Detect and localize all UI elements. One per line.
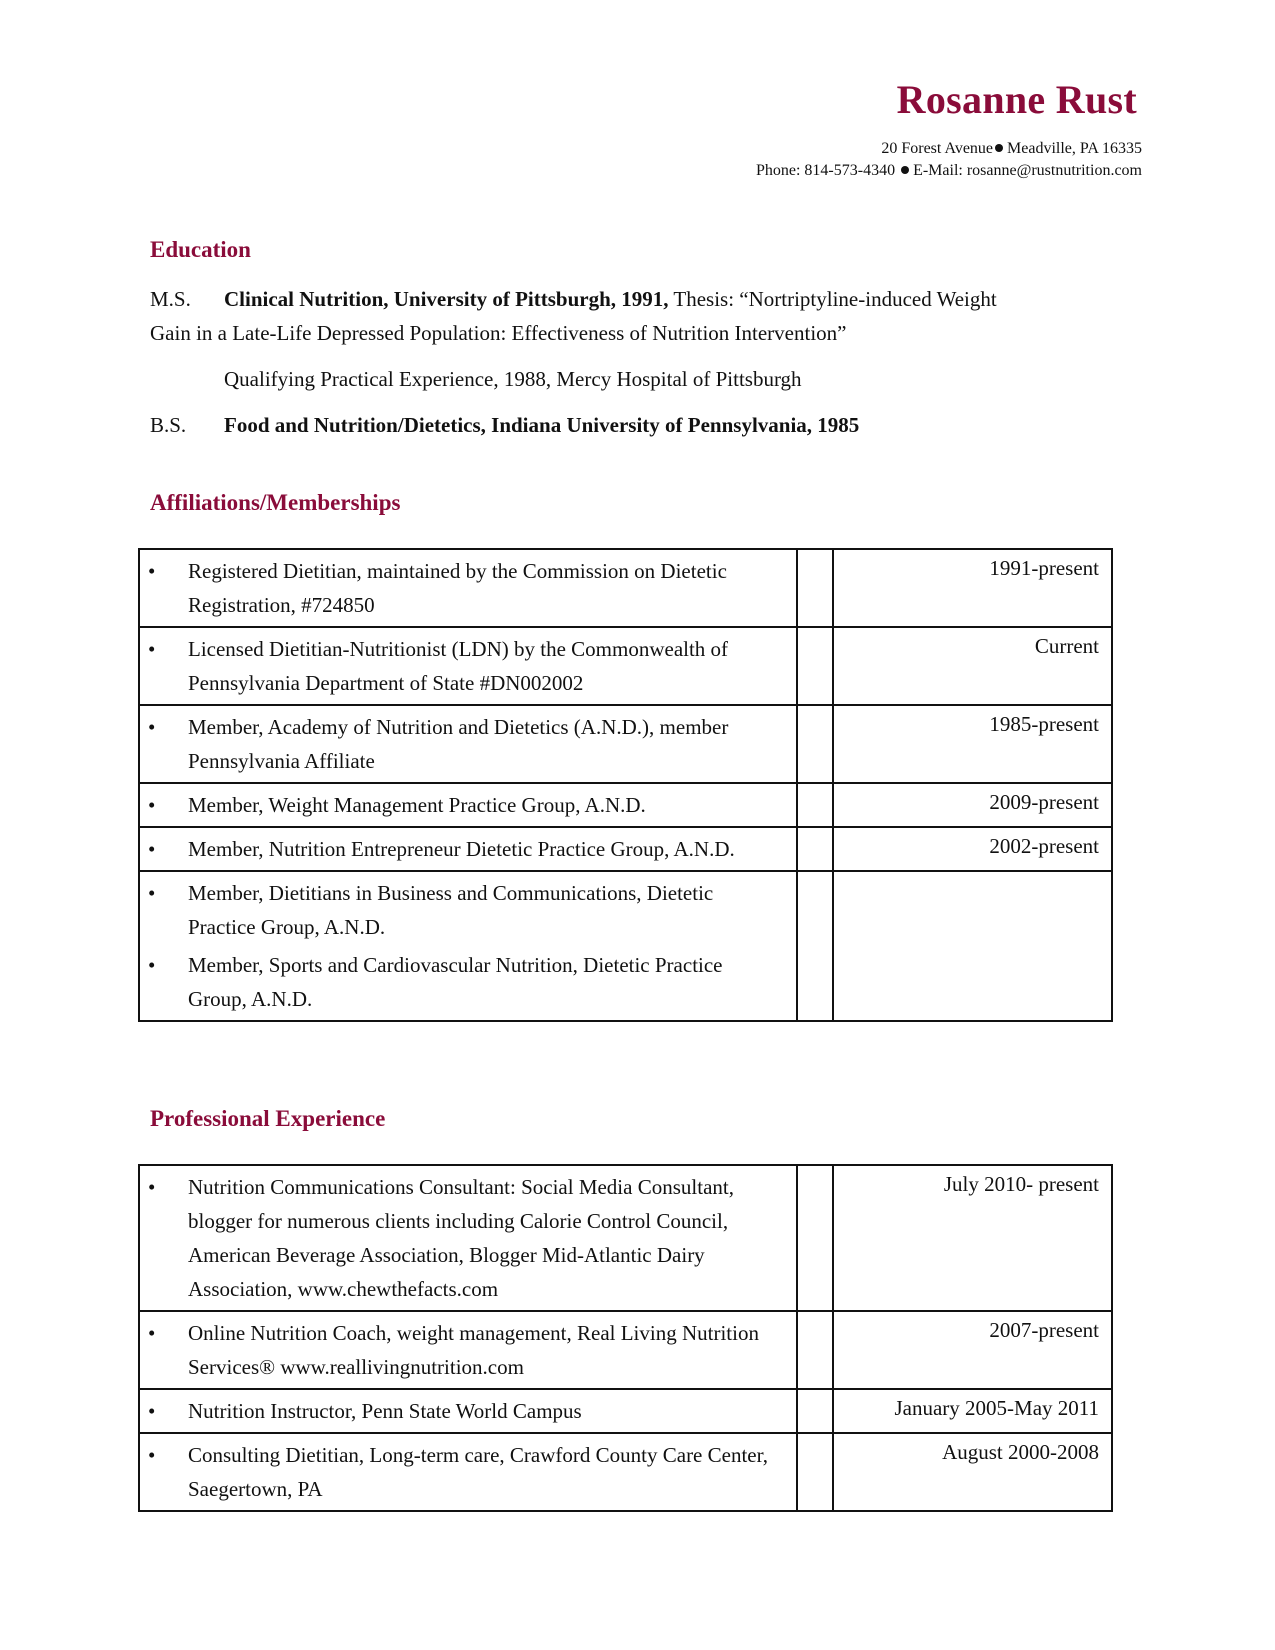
practical-experience: Qualifying Practical Experience, 1988, Mercy Hospital of Pittsburgh [224,367,802,391]
affiliations-table [138,548,1113,1022]
date-cell: Current [833,627,1112,705]
entry-cell [139,627,797,705]
spacer-cell [797,627,833,705]
entry-cell [139,1165,797,1311]
entry-cell [139,1311,797,1389]
spacer-cell [797,783,833,827]
bullet-dot-icon [995,144,1003,152]
list-item-text: Licensed Dietitian-Nutritionist (LDN) by the Commonwealth of Pennsylvania Department of State #DN002002 [188,637,729,695]
spacer-cell [797,1165,833,1311]
bullet-icon: • [148,1175,156,1199]
table-row [139,783,1112,827]
spacer-cell [797,827,833,871]
bullet-icon: • [148,793,156,817]
list-item [140,1170,796,1306]
table-row [139,827,1112,871]
spacer-cell [797,705,833,783]
list-item-text: Member, Weight Management Practice Group, A.N.D. [188,793,646,817]
table-row [139,1389,1112,1433]
list-item [140,710,796,778]
date-cell: August 2000-2008 [833,1433,1112,1511]
table-row [139,1433,1112,1511]
list-item-text: Consulting Dietitian, Long-term care, Crawford County Care Center, Saegertown, PA [188,1443,769,1501]
table-row [139,705,1112,783]
list-item-text: Member, Sports and Cardiovascular Nutrition, Dietetic Practice Group, A.N.D. [188,953,723,1011]
list-item [140,554,796,622]
date-cell: 1991-present [833,549,1112,627]
experience-heading: Professional Experience [150,1106,386,1131]
date-cell [833,871,1112,1021]
phone: Phone: 814-573-4340 [755,162,896,179]
table-row [139,627,1112,705]
bullet-icon: • [148,1321,156,1345]
bullet-icon: • [148,637,156,661]
entry-cell [139,1433,797,1511]
date-cell: January 2005-May 2011 [833,1389,1112,1433]
entry-cell [139,783,797,827]
street-address: 20 Forest Avenue [881,140,994,157]
bullet-icon: • [148,559,156,583]
entry-cell [139,705,797,783]
affiliations-heading: Affiliations/Memberships [150,490,401,515]
date-cell: 2007-present [833,1311,1112,1389]
city-state-zip: Meadville, PA 16335 [1007,140,1142,157]
list-item [140,632,796,700]
bullet-icon: • [148,1399,156,1423]
contact-line [756,162,1142,180]
ms-degree: M.S. [150,287,191,311]
date-cell: 2009-present [833,783,1112,827]
bullet-dot-icon [901,166,909,174]
ms-thesis-continued: Gain in a Late-Life Depressed Population: Effectiveness of Nutrition Intervention” [150,321,847,345]
spacer-cell [797,1433,833,1511]
list-item [140,788,796,822]
list-item-text: Member, Dietitians in Business and Communications, Dietetic Practice Group, A.N.D. [188,881,714,939]
table-row [139,1311,1112,1389]
table-row [139,549,1112,627]
list-item-text: Nutrition Communications Consultant: Social Media Consultant, blogger for numerous clients including Calorie Control Council, American Beverage Association, Blogger Mid-Atlantic Dairy Association, www.chewthefacts.com [188,1175,734,1301]
bullet-icon: • [148,1443,156,1467]
list-item [140,1394,796,1428]
spacer-cell [797,1311,833,1389]
spacer-cell [797,871,833,1021]
list-item [140,1438,796,1506]
bullet-icon: • [148,715,156,739]
list-item-text: Online Nutrition Coach, weight management, Real Living Nutrition Services® www.reallivingnutrition.com [188,1321,759,1379]
bullet-icon: • [148,881,156,905]
bs-entry [150,408,859,442]
date-cell: 1985-present [833,705,1112,783]
spacer-cell [797,1389,833,1433]
list-item [140,876,796,944]
experience-table [138,1164,1113,1512]
education-heading: Education [150,237,251,262]
list-item-text: Registered Dietitian, maintained by the Commission on Dietetic Registration, #724850 [188,559,727,617]
entry-cell [139,827,797,871]
bs-degree: B.S. [150,413,187,437]
entry-cell [139,871,797,1021]
ms-thesis: Thesis: “Nortriptyline-induced Weight [668,287,997,311]
date-cell: July 2010- present [833,1165,1112,1311]
list-item [140,1316,796,1384]
spacer-cell [797,549,833,627]
list-item-text: Member, Nutrition Entrepreneur Dietetic Practice Group, A.N.D. [188,837,735,861]
address-line [881,140,1142,158]
ms-program: Clinical Nutrition, University of Pittsburgh, 1991, [224,287,669,311]
resume-name: Rosanne Rust [896,77,1137,122]
bullet-icon: • [148,837,156,861]
list-item-text: Member, Academy of Nutrition and Dietetics (A.N.D.), member Pennsylvania Affiliate [188,715,729,773]
list-item [140,948,796,1016]
list-item-text: Nutrition Instructor, Penn State World Campus [188,1399,582,1423]
ms-entry [150,282,997,316]
entry-cell [139,549,797,627]
bs-program: Food and Nutrition/Dietetics, Indiana University of Pennsylvania, 1985 [224,413,860,437]
entry-cell [139,1389,797,1433]
table-row [139,1165,1112,1311]
date-cell: 2002-present [833,827,1112,871]
list-item [140,832,796,866]
bullet-icon: • [148,953,156,977]
email: E-Mail: rosanne@rustnutrition.com [913,162,1142,179]
table-row [139,871,1112,1021]
